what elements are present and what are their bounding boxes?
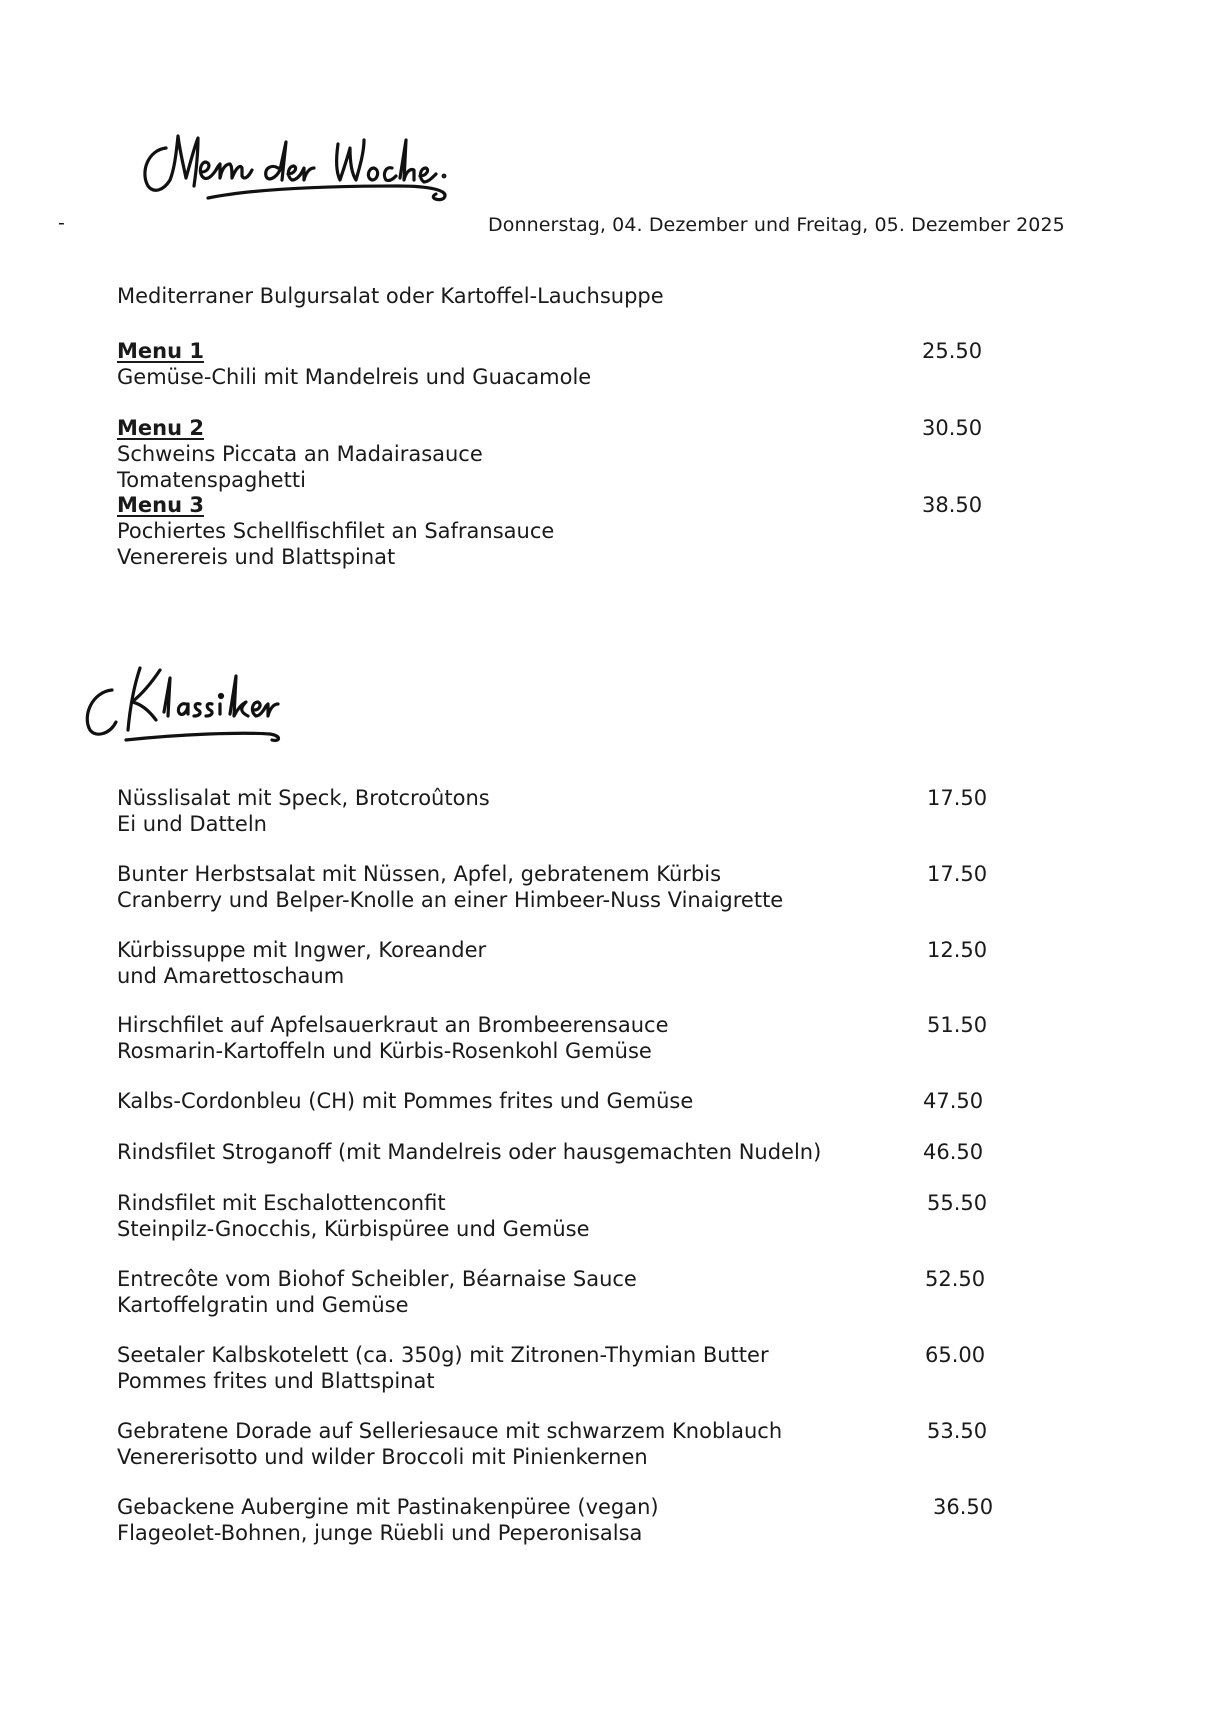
menu-1-description: Gemüse-Chili mit Mandelreis und Guacamole xyxy=(117,365,592,389)
menu-1-label: Menu 1 xyxy=(117,339,204,363)
weekly-starter: Mediterraner Bulgursalat oder Kartoffel-Lauchsuppe xyxy=(117,284,664,308)
classic-item-6-price: 46.50 xyxy=(923,1140,984,1164)
classic-item-4-line-1: Hirschfilet auf Apfelsauerkraut an Brombeerensauce xyxy=(117,1013,669,1037)
classic-item-1-line-2: Ei und Datteln xyxy=(117,812,267,836)
menu-2-description: Tomatenspaghetti xyxy=(117,468,306,492)
classic-item-5-price: 47.50 xyxy=(923,1089,984,1113)
classic-item-7-line-2: Steinpilz-Gnocchis, Kürbispüree und Gemüse xyxy=(117,1217,590,1241)
classic-item-10-line-2: Venererisotto und wilder Broccoli mit Pinienkernen xyxy=(117,1445,648,1469)
classic-item-7-price: 55.50 xyxy=(927,1191,988,1215)
menu-3-description: Pochiertes Schellfischfilet an Safransauce xyxy=(117,519,555,543)
classic-item-3-line-1: Kürbissuppe mit Ingwer, Koreander xyxy=(117,938,487,962)
classic-item-3-price: 12.50 xyxy=(927,938,988,962)
menu-3-description: Venerereis und Blattspinat xyxy=(117,545,396,569)
menu-2-description: Schweins Piccata an Madairasauce xyxy=(117,442,483,466)
separator-dash: - xyxy=(58,212,65,234)
classic-item-9-line-1: Seetaler Kalbskotelett (ca. 350g) mit Zitronen-Thymian Butter xyxy=(117,1343,769,1367)
classic-item-4-price: 51.50 xyxy=(927,1013,988,1037)
classic-item-2-price: 17.50 xyxy=(927,862,988,886)
classic-item-1-price: 17.50 xyxy=(927,786,988,810)
classic-item-5-line-1: Kalbs-Cordonbleu (CH) mit Pommes frites und Gemüse xyxy=(117,1089,694,1113)
menu-2-label: Menu 2 xyxy=(117,416,204,440)
classic-item-11-line-2: Flageolet-Bohnen, junge Rüebli und Peperonisalsa xyxy=(117,1521,643,1545)
classic-item-8-line-2: Kartoffelgratin und Gemüse xyxy=(117,1293,409,1317)
classic-item-9-line-2: Pommes frites und Blattspinat xyxy=(117,1369,435,1393)
classic-item-2-line-2: Cranberry und Belper-Knolle an einer Himbeer-Nuss Vinaigrette xyxy=(117,888,784,912)
classic-item-4-line-2: Rosmarin-Kartoffeln und Kürbis-Rosenkohl Gemüse xyxy=(117,1039,652,1063)
classic-item-10-price: 53.50 xyxy=(927,1419,988,1443)
classic-item-1-line-1: Nüsslisalat mit Speck, Brotcroûtons xyxy=(117,786,490,810)
classic-item-2-line-1: Bunter Herbstsalat mit Nüssen, Apfel, gebratenem Kürbis xyxy=(117,862,722,886)
menu-3-label: Menu 3 xyxy=(117,493,204,517)
classic-item-10-line-1: Gebratene Dorade auf Selleriesauce mit schwarzem Knoblauch xyxy=(117,1419,783,1443)
menu-1-price: 25.50 xyxy=(922,339,983,363)
classic-item-3-line-2: und Amarettoschaum xyxy=(117,964,345,988)
classic-item-7-line-1: Rindsfilet mit Eschalottenconfit xyxy=(117,1191,446,1215)
classic-item-11-line-1: Gebackene Aubergine mit Pastinakenpüree (vegan) xyxy=(117,1495,659,1519)
menu-der-woche-script-heading xyxy=(138,128,448,208)
klassiker-script-heading xyxy=(82,660,282,744)
menu-3-price: 38.50 xyxy=(922,493,983,517)
classic-item-6-line-1: Rindsfilet Stroganoff (mit Mandelreis oder hausgemachten Nudeln) xyxy=(117,1140,822,1164)
menu-date: Donnerstag, 04. Dezember und Freitag, 05. Dezember 2025 xyxy=(488,214,1065,236)
classic-item-9-price: 65.00 xyxy=(925,1343,986,1367)
menu-2-price: 30.50 xyxy=(922,416,983,440)
classic-item-8-line-1: Entrecôte vom Biohof Scheibler, Béarnaise Sauce xyxy=(117,1267,637,1291)
classic-item-8-price: 52.50 xyxy=(925,1267,986,1291)
classic-item-11-price: 36.50 xyxy=(933,1495,994,1519)
